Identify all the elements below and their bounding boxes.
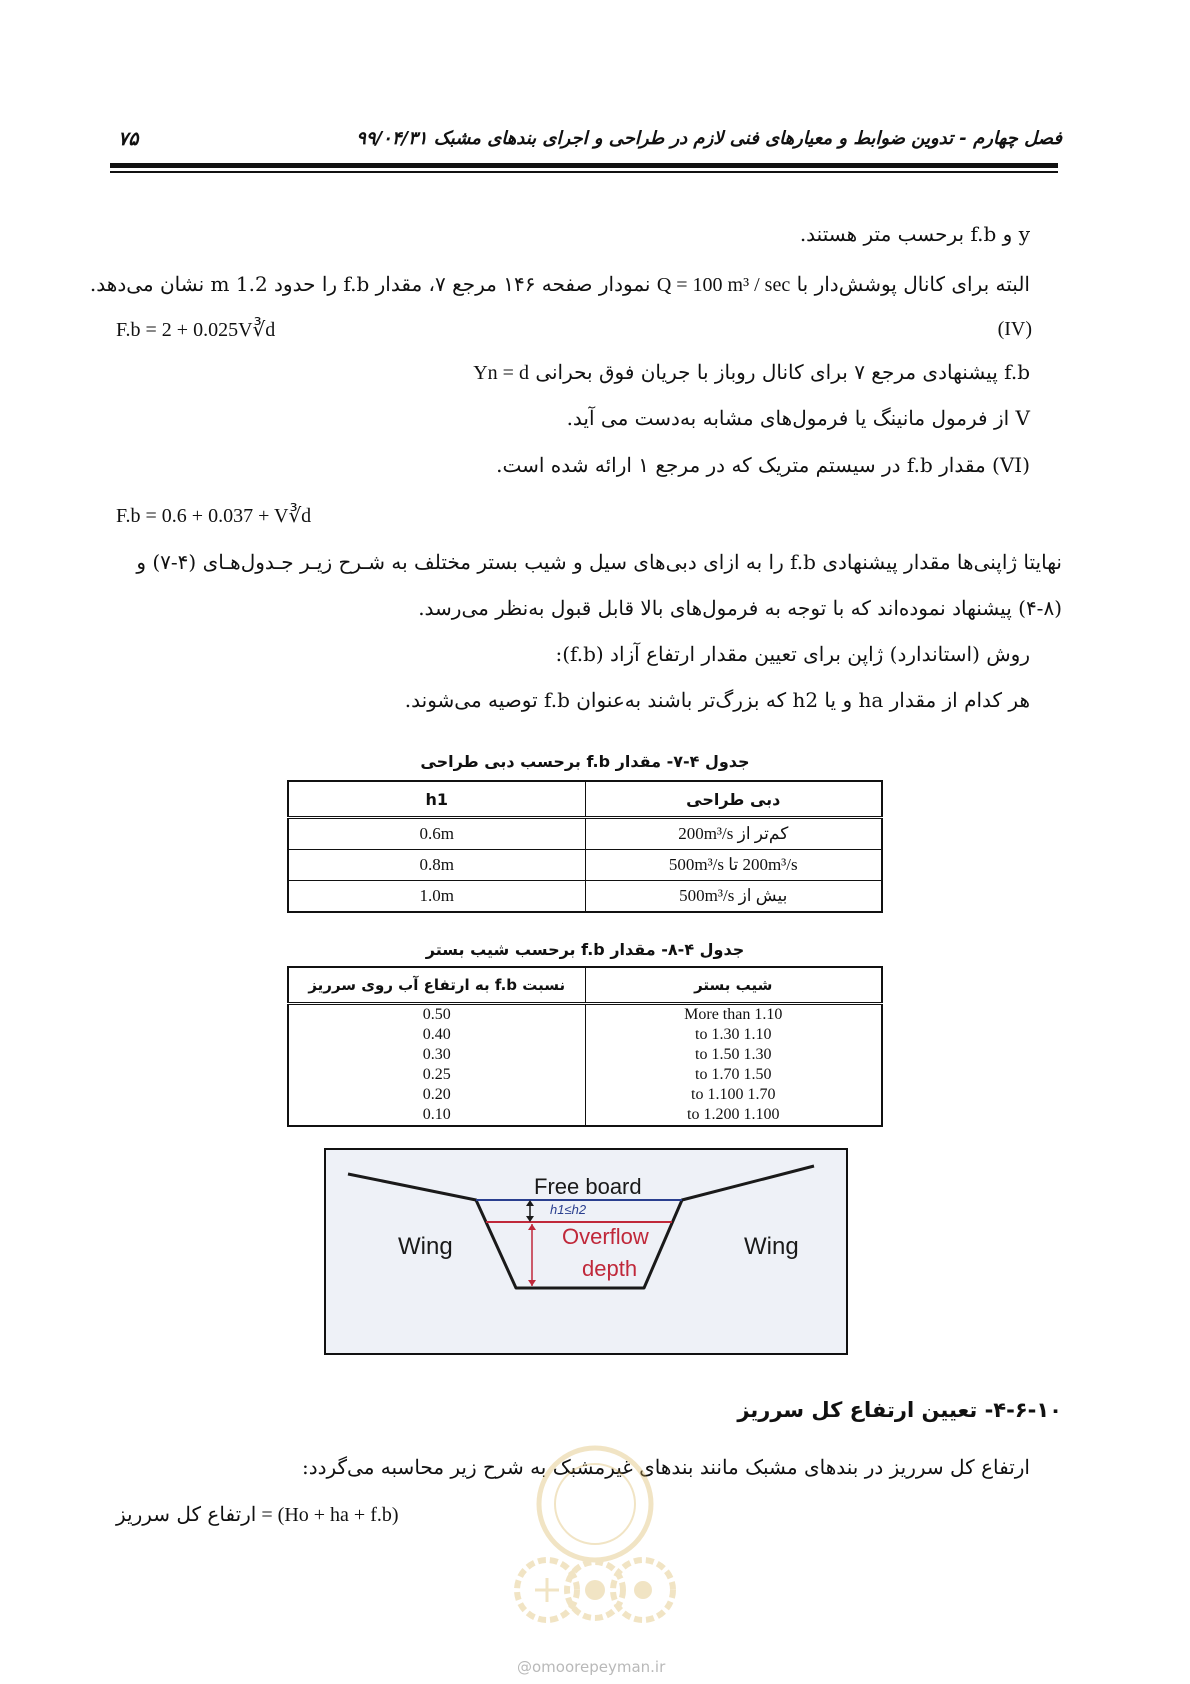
table-row <box>288 1085 882 1105</box>
inline-formula-yn: Yn = d <box>473 362 529 384</box>
table-cell: 200m³/s تا 500m³/s <box>585 850 882 881</box>
paragraph-japanese-cont: (۴-۸) پیشنهاد نموده‌اند که با توجه به فرمول‌های بالا قابل قبول به‌نظر می‌رسد. <box>418 596 1062 620</box>
table2-header: نسبت f.b به ارتفاع آب روی سرریز <box>288 967 585 1004</box>
label-wing-left: Wing <box>398 1233 453 1260</box>
label-free-board: Free board <box>534 1174 642 1199</box>
arrow-head <box>528 1280 536 1286</box>
watermark-site: @omoorepeyman.ir <box>517 1658 666 1676</box>
table-cell: 0.40 <box>288 1025 585 1045</box>
freeboard-diagram <box>324 1148 848 1355</box>
formula-expression: = (Ho + ha + f.b) <box>261 1504 399 1526</box>
table-row <box>288 1065 882 1085</box>
paragraph-ha-h2: هر کدام از مقدار ha و یا h2 که بزرگ‌تر باشند به‌عنوان f.b توصیه می‌شوند. <box>404 688 1030 712</box>
formula-total-height <box>116 1502 399 1527</box>
table-cell: 1.50 to 1.70 <box>585 1065 882 1085</box>
table-cell: کم‌تر از 200m³/s <box>585 818 882 850</box>
table-row <box>288 881 882 913</box>
paragraph-japanese: نهایتا ژاپنی‌ها مقدار پیشنهادی f.b را به ازای دبی‌های سیل و شیب بستر مختلف به شـرح زیـر جـدول‌هـای (۴-۷) و <box>136 550 1062 574</box>
table-row <box>288 850 882 881</box>
formula-iv: F.b = 2 + 0.025V∛d <box>116 319 276 341</box>
table-cell: More than 1.10 <box>585 1004 882 1026</box>
watermark-logo <box>505 1440 685 1630</box>
equation-tag-iv: (IV) <box>997 318 1032 340</box>
paragraph-text: f.b پیشنهادی مرجع ۷ برای کانال روباز با جریان فوق بحرانی <box>535 360 1030 384</box>
header-rule-thin <box>110 171 1058 173</box>
paragraph-open-channel <box>473 360 1030 385</box>
table-row <box>288 1025 882 1045</box>
table-row <box>288 1004 882 1026</box>
freeboard-diagram-svg <box>326 1150 846 1353</box>
table1-caption: جدول ۴-۷- مقدار f.b برحسب دبی طراحی <box>420 752 750 771</box>
table-cell: 0.30 <box>288 1045 585 1065</box>
table-cell: 0.20 <box>288 1085 585 1105</box>
label-h1-h2: h1≤h2 <box>550 1202 587 1217</box>
paragraph-text: البته برای کانال پوشش‌دار با <box>796 272 1030 296</box>
label-overflow: Overflow <box>562 1224 649 1249</box>
formula-vi: F.b = 0.6 + 0.037 + V∛d <box>116 505 312 527</box>
paragraph-text: نمودار صفحه ۱۴۶ مرجع ۷، مقدار f.b را حدود 1.2 m نشان می‌دهد. <box>89 272 651 296</box>
paragraph-total-height: ارتفاع کل سرریز در بندهای مشبک مانند بندهای غیرمشبک به شرح زیر محاسبه می‌گردد: <box>301 1455 1030 1479</box>
table2-header: شیب بستر <box>585 967 882 1004</box>
formula-label: ارتفاع کل سرریز <box>116 1502 257 1526</box>
label-depth: depth <box>582 1256 638 1281</box>
table-cell: بیش از 500m³/s <box>585 881 882 913</box>
table-design-discharge <box>287 780 883 913</box>
header-rule-thick <box>110 163 1058 168</box>
paragraph-metric: (VI) مقدار f.b در سیستم متریک که در مرجع ۱ ارائه شده است. <box>496 453 1030 477</box>
paragraph-japan-method: روش (استاندارد) ژاپن برای تعیین مقدار ارتفاع آزاد (f.b): <box>555 642 1030 666</box>
table1-header: دبی طراحی <box>585 781 882 818</box>
page-number: ۷۵ <box>118 128 139 150</box>
inline-formula-q: Q = 100 m³ / sec <box>656 274 791 296</box>
section-heading: ۴-۶-۱۰- تعیین ارتفاع کل سرریز <box>737 1398 1062 1422</box>
table1-header: h1 <box>288 781 585 818</box>
watermark-emblem-icon <box>505 1440 685 1630</box>
table-cell: 0.6m <box>288 818 585 850</box>
table-cell: 1.70 to 1.100 <box>585 1085 882 1105</box>
table-cell: 1.100 to 1.200 <box>585 1105 882 1126</box>
table-row <box>288 818 882 850</box>
label-wing-right: Wing <box>744 1233 799 1260</box>
table-cell: 0.25 <box>288 1065 585 1085</box>
table-row <box>288 1045 882 1065</box>
table2-caption: جدول ۴-۸- مقدار f.b برحسب شیب بستر <box>425 940 745 959</box>
table-cell: 0.10 <box>288 1105 585 1126</box>
table-cell: 1.0m <box>288 881 585 913</box>
table-cell: 1.30 to 1.50 <box>585 1045 882 1065</box>
table-bed-slope <box>287 966 883 1127</box>
paragraph-covered-channel <box>90 272 1030 297</box>
table-row <box>288 1105 882 1126</box>
table-cell: 1.10 to 1.30 <box>585 1025 882 1045</box>
running-header-title: فصل چهارم - تدوین ضوابط و معیارهای فنی لازم در طراحی و اجرای بندهای مشبک ۹۹/۰۴/۳۱ <box>356 128 1062 149</box>
arrow-head <box>528 1224 536 1230</box>
table-cell: 0.8m <box>288 850 585 881</box>
paragraph-manning: V از فرمول مانینگ یا فرمول‌های مشابه به‌دست می آید. <box>566 406 1030 430</box>
paragraph-units: y و f.b برحسب متر هستند. <box>799 222 1030 246</box>
table-cell: 0.50 <box>288 1004 585 1026</box>
